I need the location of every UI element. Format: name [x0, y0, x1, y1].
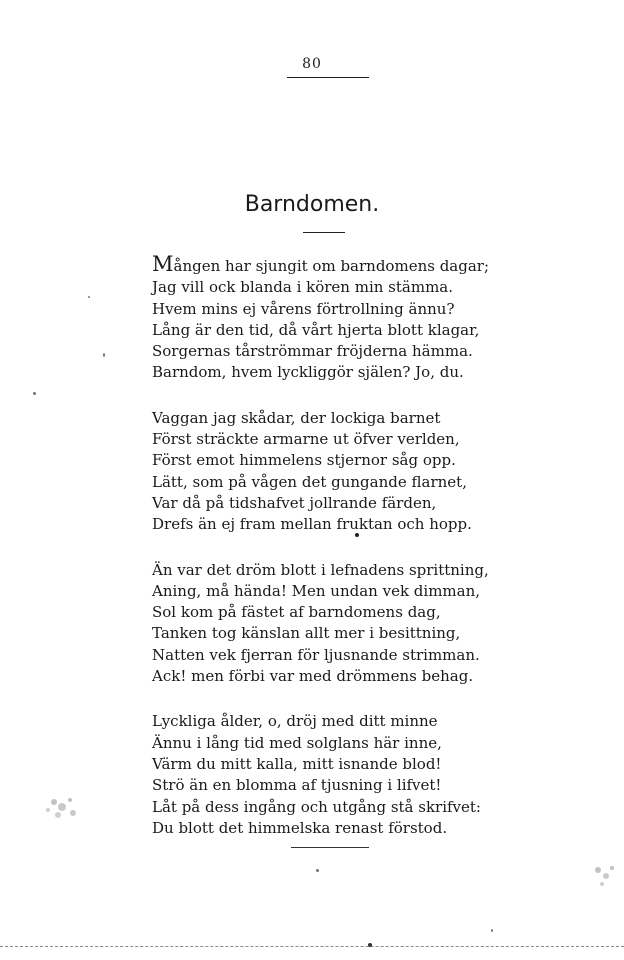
paper-smudge: [588, 860, 622, 892]
title-rule: [303, 232, 345, 233]
stanza-3: [152, 560, 532, 688]
poem-line: Först sträckte armarne ut öfver verlden,: [152, 430, 460, 449]
paper-speck: [368, 943, 372, 947]
poem-line: Vaggan jag skådar, der lockiga barnet: [152, 408, 441, 427]
poem-title: Barndomen.: [244, 192, 380, 217]
dropcap: M: [152, 252, 174, 276]
page-number: 80: [302, 56, 322, 72]
paper-speck: [491, 929, 493, 932]
page-bottom-edge: [0, 946, 624, 948]
paper-speck: [88, 296, 90, 298]
paper-smudge: [40, 788, 88, 828]
header-rule: [287, 77, 369, 78]
poem-line: Du blott det himmelska renast förstod.: [152, 818, 448, 837]
poem-line: Tanken tog känslan allt mer i besittning,: [152, 624, 461, 643]
poem-line: Lång är den tid, då vårt hjerta blott klagar,: [152, 320, 480, 339]
stanza-2: [152, 408, 532, 536]
paper-speck: [33, 392, 36, 395]
paper-speck: [316, 869, 319, 872]
poem-line: Först emot himmelens stjernor såg opp.: [152, 451, 456, 470]
poem-line: Drefs än ej fram mellan fruktan och hopp.: [152, 515, 472, 534]
poem-line: Strö än en blomma af tjusning i lifvet!: [152, 776, 442, 795]
poem-line: Ännu i lång tid med solglans här inne,: [152, 733, 442, 752]
stanza-4: [152, 711, 532, 839]
poem-line: Låt på dess ingång och utgång stå skrifvet:: [152, 797, 481, 816]
poem-line: Sorgernas tårströmmar fröjderna hämma.: [152, 342, 473, 361]
paper-speck: [355, 533, 359, 537]
poem-line: Var då på tidshafvet jollrande färden,: [152, 493, 437, 512]
stanza-1: [152, 252, 532, 384]
poem-line: Värm du mitt kalla, mitt isnande blod!: [152, 754, 442, 773]
poem-line: Jag vill ock blanda i kören min stämma.: [152, 278, 454, 297]
poem-line: Natten vek fjerran för ljusnande strimman.: [152, 645, 480, 664]
poem-line: Lätt, som på vågen det gungande flarnet,: [152, 472, 467, 491]
poem-line: Ack! men förbi var med drömmens behag.: [152, 667, 474, 686]
poem-body: [152, 252, 532, 863]
poem-line: Lyckliga ålder, o, dröj med ditt minne: [152, 712, 438, 731]
poem-line: Hvem mins ej vårens förtrollning ännu?: [152, 299, 455, 318]
poem-line: Aning, må hända! Men undan vek dimman,: [152, 581, 481, 600]
poem-line: Mången har sjungit om barndomens dagar;: [152, 252, 490, 276]
poem-line: Barndom, hvem lyckliggör själen? Jo, du.: [152, 363, 464, 382]
end-rule: [291, 847, 369, 848]
poem-line: Än var det dröm blott i lefnadens sprittning,: [152, 560, 489, 579]
poem-line: Sol kom på fästet af barndomens dag,: [152, 603, 441, 622]
paper-speck: [103, 353, 105, 357]
